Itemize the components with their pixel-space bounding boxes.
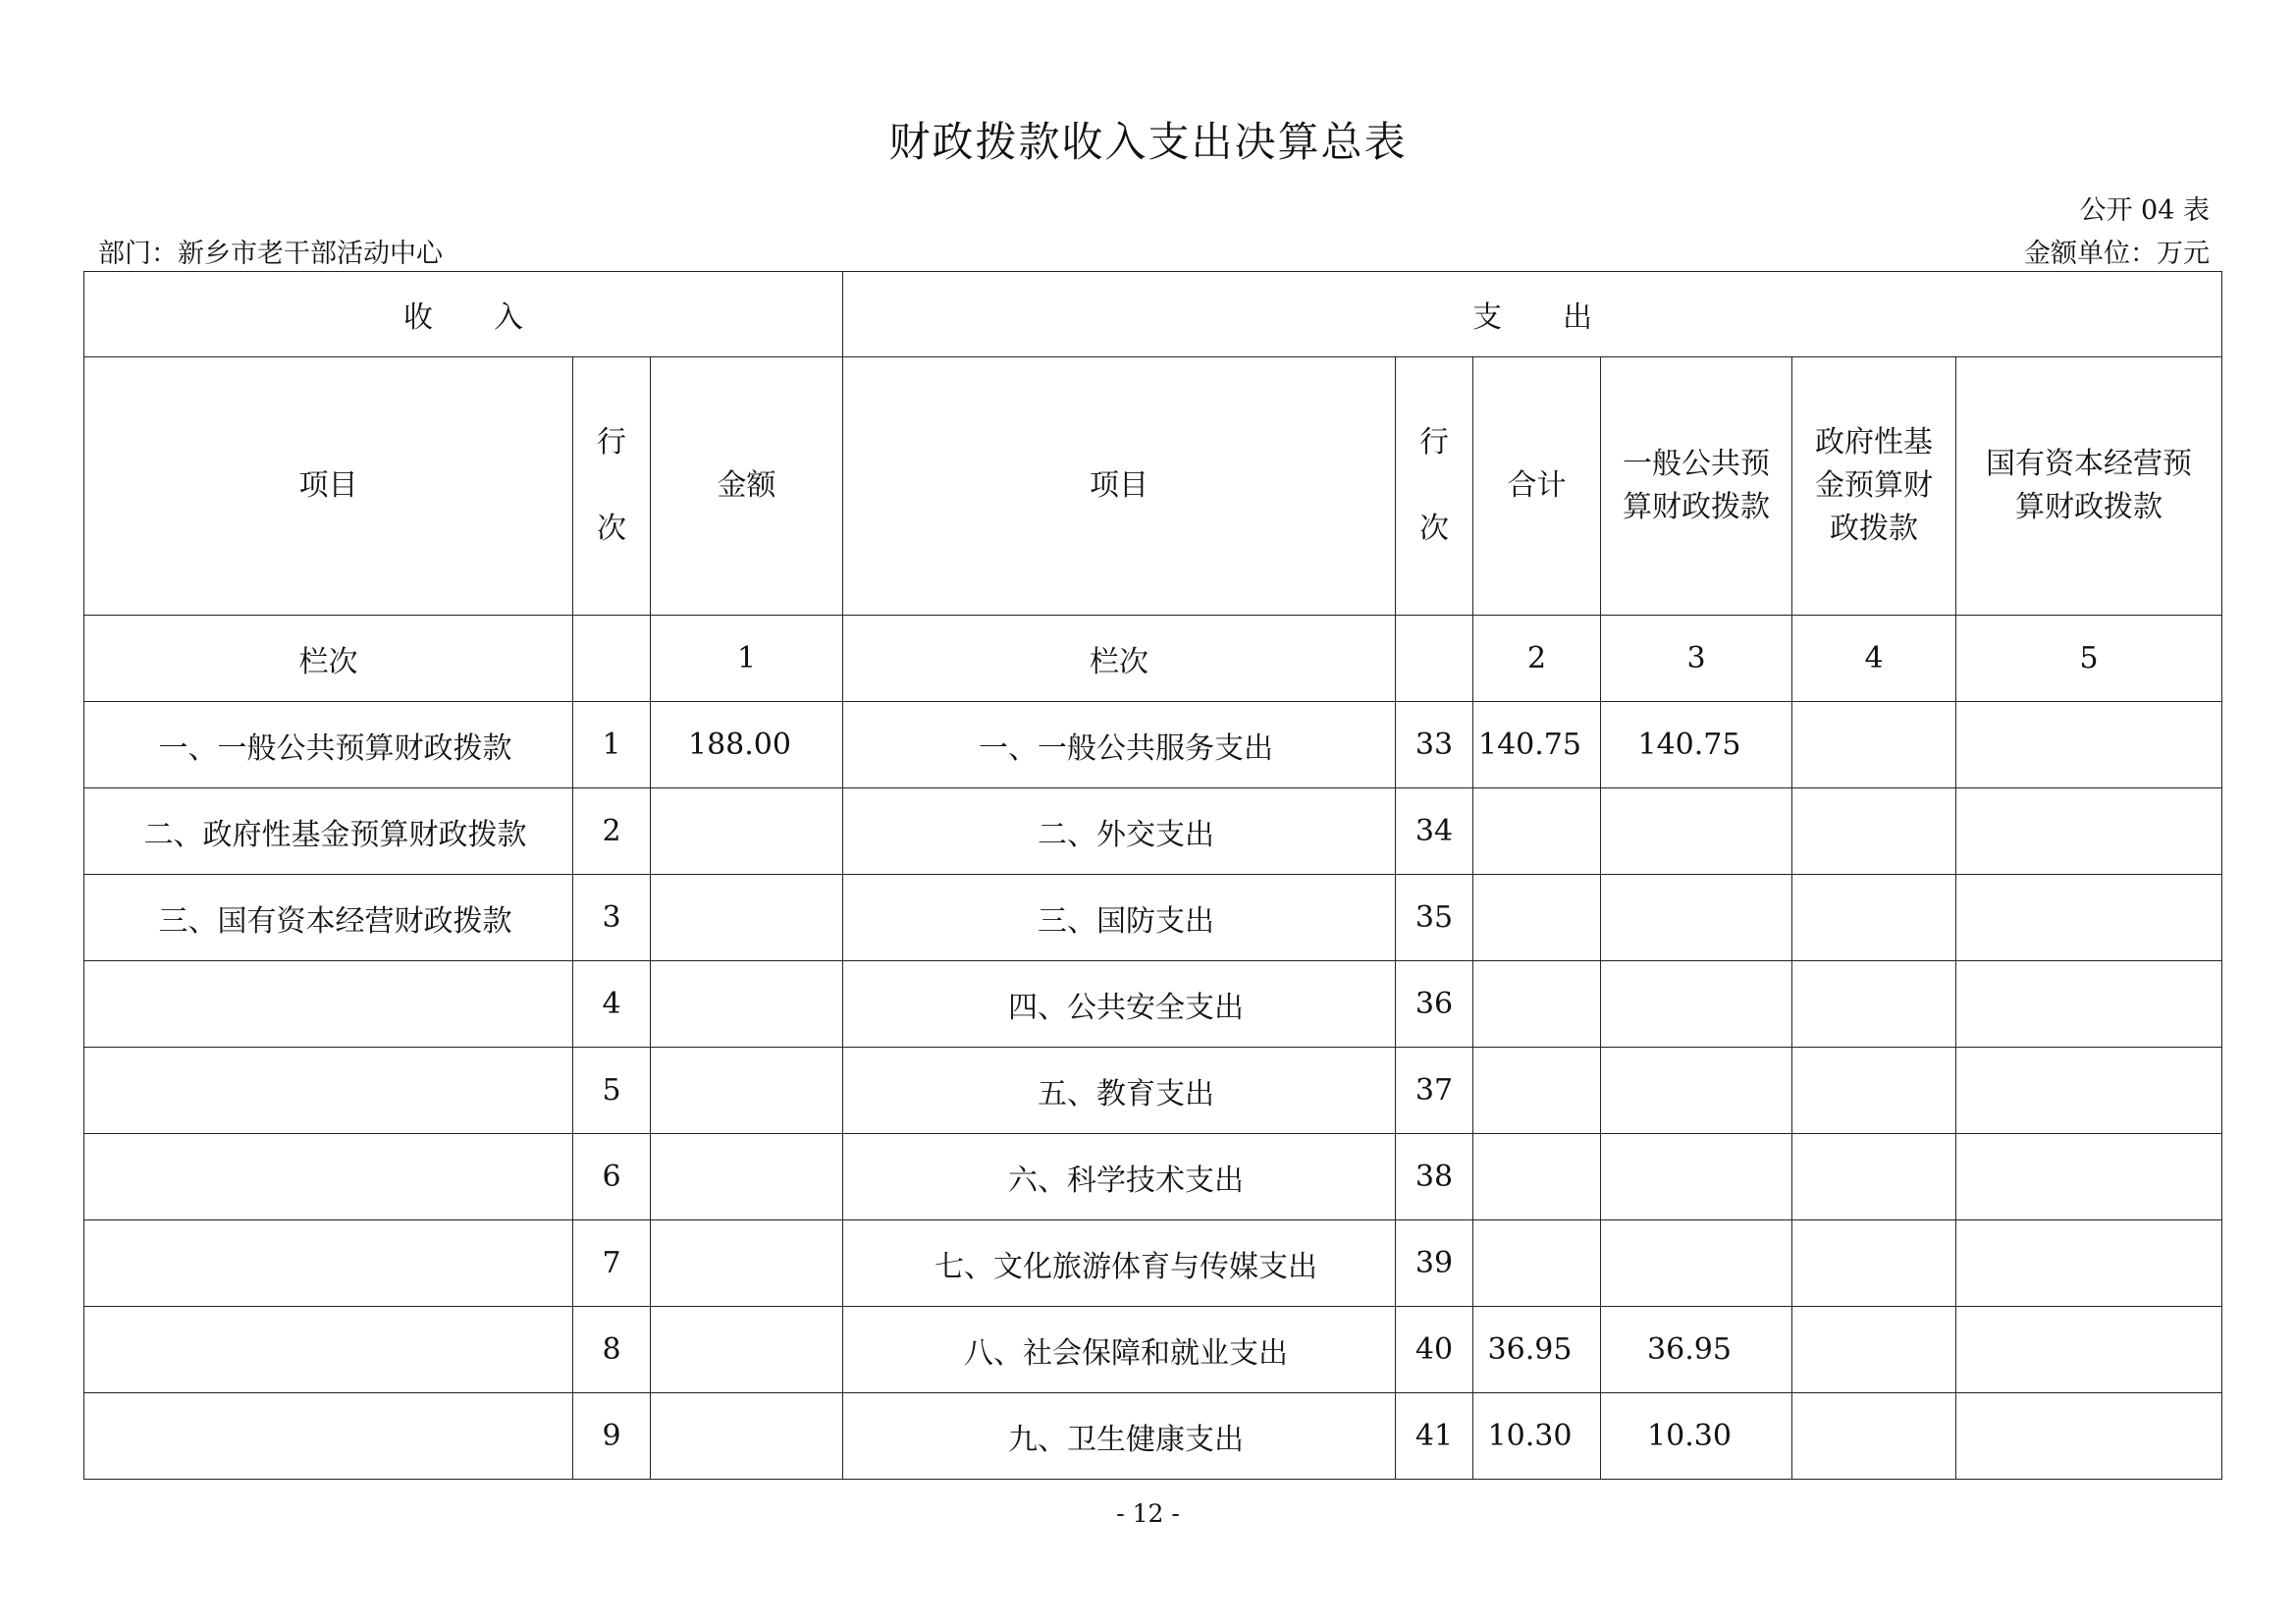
fund-index: 4: [1792, 616, 1956, 702]
expense-line-cell: 37: [1396, 1048, 1473, 1134]
income-amount-cell: [651, 1307, 843, 1393]
expense-section-header: 支 出: [843, 272, 2222, 357]
income-amount-header: 金额: [651, 357, 843, 616]
capital-budget-cell: [1956, 1393, 2222, 1480]
income-column-index-label: 栏次: [84, 616, 573, 702]
income-amount-cell: [651, 1393, 843, 1480]
appropriation-summary-table: [83, 271, 2222, 1480]
income-amount-index: 1: [651, 616, 843, 702]
total-index: 2: [1473, 616, 1601, 702]
total-header: 合计: [1473, 357, 1601, 616]
income-line-cell: 3: [573, 875, 651, 961]
capital-budget-cell: [1956, 702, 2222, 788]
income-amount-cell: [651, 1220, 843, 1307]
fund-budget-cell: [1792, 1048, 1956, 1134]
general-budget-cell: [1601, 788, 1792, 875]
expense-column-index-label: 栏次: [843, 616, 1396, 702]
income-item-cell: [84, 1048, 573, 1134]
expense-line-cell: 35: [1396, 875, 1473, 961]
department-label: 部门：新乡市老干部活动中心: [98, 239, 443, 269]
table-row: [84, 961, 2222, 1048]
total-cell: 36.95: [1473, 1307, 1601, 1393]
income-line-cell: 1: [573, 702, 651, 788]
income-line-cell: 8: [573, 1307, 651, 1393]
expense-line-header: 行 次: [1396, 357, 1473, 616]
capital-index: 5: [1956, 616, 2222, 702]
income-line-cell: 9: [573, 1393, 651, 1480]
income-amount-cell: [651, 1048, 843, 1134]
expense-line-cell: 41: [1396, 1393, 1473, 1480]
capital-budget-cell: [1956, 961, 2222, 1048]
expense-line-cell: 40: [1396, 1307, 1473, 1393]
general-budget-cell: 36.95: [1601, 1307, 1792, 1393]
income-item-cell: [84, 1393, 573, 1480]
fund-budget-cell: [1792, 788, 1956, 875]
expense-line-cell: 39: [1396, 1220, 1473, 1307]
table-row: [84, 788, 2222, 875]
total-cell: [1473, 961, 1601, 1048]
fund-budget-cell: [1792, 961, 1956, 1048]
capital-budget-header: 国有资本经营预 算财政拨款: [1956, 357, 2222, 616]
expense-item-cell: 一、一般公共服务支出: [843, 702, 1396, 788]
expense-line-cell: 33: [1396, 702, 1473, 788]
general-budget-cell: [1601, 1134, 1792, 1220]
general-budget-cell: 140.75: [1601, 702, 1792, 788]
column-index-row: [84, 616, 2222, 702]
total-cell: 140.75: [1473, 702, 1601, 788]
page-title: 财政拨款收入支出决算总表: [888, 118, 1408, 166]
income-line-cell: 5: [573, 1048, 651, 1134]
table-row: [84, 1134, 2222, 1220]
fund-budget-cell: [1792, 875, 1956, 961]
section-header-row: [84, 272, 2222, 357]
income-line-cell: 6: [573, 1134, 651, 1220]
income-item-cell: 二、政府性基金预算财政拨款: [84, 788, 573, 875]
table-row: [84, 702, 2222, 788]
table-row: [84, 1393, 2222, 1480]
expense-item-cell: 五、教育支出: [843, 1048, 1396, 1134]
income-amount-cell: [651, 788, 843, 875]
fund-budget-header: 政府性基 金预算财 政拨款: [1792, 357, 1956, 616]
total-cell: [1473, 1134, 1601, 1220]
table-row: [84, 1307, 2222, 1393]
income-line-cell: 7: [573, 1220, 651, 1307]
income-item-cell: [84, 961, 573, 1048]
capital-budget-cell: [1956, 1307, 2222, 1393]
expense-item-cell: 八、社会保障和就业支出: [843, 1307, 1396, 1393]
income-amount-cell: [651, 875, 843, 961]
income-amount-cell: [651, 1134, 843, 1220]
income-item-cell: [84, 1134, 573, 1220]
general-budget-cell: [1601, 961, 1792, 1048]
fund-budget-cell: [1792, 1134, 1956, 1220]
expense-item-cell: 二、外交支出: [843, 788, 1396, 875]
expense-item-cell: 四、公共安全支出: [843, 961, 1396, 1048]
general-budget-cell: [1601, 1220, 1792, 1307]
amount-unit-label: 金额单位：万元: [2024, 239, 2210, 269]
income-amount-cell: [651, 961, 843, 1048]
income-item-header: 项目: [84, 357, 573, 616]
page-number: - 12 -: [1116, 1499, 1180, 1528]
expense-item-cell: 九、卫生健康支出: [843, 1393, 1396, 1480]
income-line-cell: 2: [573, 788, 651, 875]
fund-budget-cell: [1792, 1307, 1956, 1393]
capital-budget-cell: [1956, 1048, 2222, 1134]
fund-budget-cell: [1792, 1220, 1956, 1307]
expense-item-header: 项目: [843, 357, 1396, 616]
income-item-cell: 一、一般公共预算财政拨款: [84, 702, 573, 788]
capital-budget-cell: [1956, 875, 2222, 961]
income-item-cell: [84, 1220, 573, 1307]
income-item-cell: [84, 1307, 573, 1393]
income-line-header: 行 次: [573, 357, 651, 616]
expense-line-cell: 38: [1396, 1134, 1473, 1220]
total-cell: [1473, 788, 1601, 875]
general-budget-header: 一般公共预 算财政拨款: [1601, 357, 1792, 616]
capital-budget-cell: [1956, 788, 2222, 875]
column-header-row: [84, 357, 2222, 616]
expense-item-cell: 六、科学技术支出: [843, 1134, 1396, 1220]
total-cell: [1473, 1048, 1601, 1134]
general-budget-cell: [1601, 1048, 1792, 1134]
income-item-cell: 三、国有资本经营财政拨款: [84, 875, 573, 961]
total-cell: [1473, 1220, 1601, 1307]
income-section-header: 收 入: [84, 272, 843, 357]
expense-item-cell: 七、文化旅游体育与传媒支出: [843, 1220, 1396, 1307]
general-budget-cell: 10.30: [1601, 1393, 1792, 1480]
table-row: [84, 875, 2222, 961]
capital-budget-cell: [1956, 1220, 2222, 1307]
fund-budget-cell: [1792, 702, 1956, 788]
total-cell: 10.30: [1473, 1393, 1601, 1480]
expense-line-index: [1396, 616, 1473, 702]
income-line-index: [573, 616, 651, 702]
table-row: [84, 1220, 2222, 1307]
form-number: 公开 04 表: [2079, 195, 2210, 226]
expense-item-cell: 三、国防支出: [843, 875, 1396, 961]
capital-budget-cell: [1956, 1134, 2222, 1220]
income-line-cell: 4: [573, 961, 651, 1048]
total-cell: [1473, 875, 1601, 961]
table-row: [84, 1048, 2222, 1134]
expense-line-cell: 36: [1396, 961, 1473, 1048]
general-index: 3: [1601, 616, 1792, 702]
expense-line-cell: 34: [1396, 788, 1473, 875]
fund-budget-cell: [1792, 1393, 1956, 1480]
general-budget-cell: [1601, 875, 1792, 961]
income-amount-cell: 188.00: [651, 702, 843, 788]
